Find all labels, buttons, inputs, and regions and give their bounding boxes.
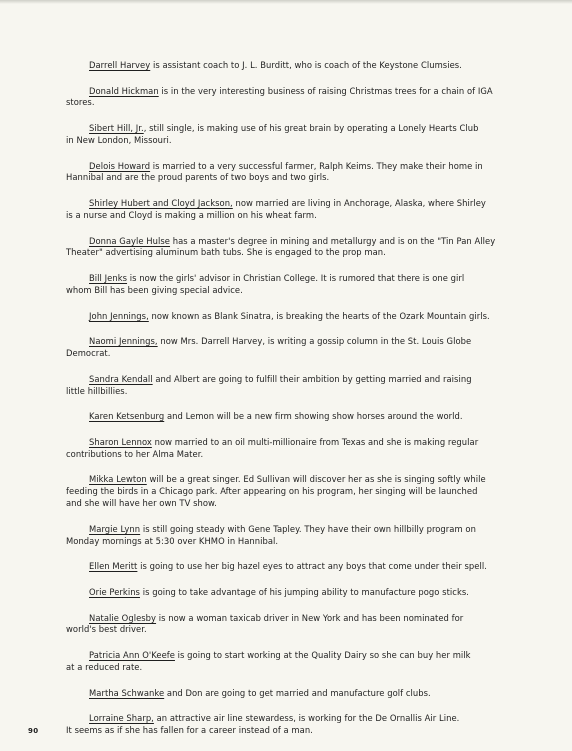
entry-text: is now a woman taxicab driver in New York and has been nominated for bbox=[156, 612, 464, 623]
entry-lennox bbox=[66, 437, 496, 461]
entry-text: now married are living in Anchorage, Alaska, where Shirley bbox=[232, 198, 486, 209]
entry-hubert-jackson bbox=[66, 198, 496, 222]
entry-howard bbox=[66, 161, 496, 185]
entry-text: has a master's degree in mining and metallurgy and is on the "Tin Pan Alley bbox=[170, 235, 496, 246]
entry-name: Shirley Hubert and Cloyd Jackson, bbox=[89, 198, 233, 209]
entry-text: now Mrs. Darrell Harvey, is writing a gossip column in the St. Louis Globe bbox=[157, 336, 472, 347]
entry-text-continued: in New London, Missouri. bbox=[66, 134, 172, 145]
entry-text-continued: Monday mornings at 5:30 over KHMO in Hannibal. bbox=[66, 535, 279, 546]
entry-name: Bill Jenks bbox=[89, 273, 128, 284]
entry-name: Donna Gayle Hulse bbox=[89, 235, 171, 246]
entry-text: is married to a very successful farmer, Ralph Keims. They make their home in bbox=[150, 160, 483, 171]
entry-text: is going to take advantage of his jumping ability to manufacture pogo sticks. bbox=[139, 586, 469, 597]
entry-text-continued: contributions to her Alma Mater. bbox=[66, 448, 204, 459]
entry-kendall bbox=[66, 374, 496, 398]
entry-text-continued: Theater" advertising aluminum bath tubs. She is engaged to the prop man. bbox=[66, 247, 386, 258]
entry-text: is now the girls' advisor in Christian College. It is rumored that there is one girl bbox=[127, 273, 465, 284]
entry-text-continued: Hannibal and are the proud parents of two boys and two girls. bbox=[66, 172, 330, 183]
entry-text: is still going steady with Gene Tapley. They have their own hillbilly program on bbox=[140, 523, 476, 534]
entry-oglesby bbox=[66, 613, 496, 637]
entry-hulse bbox=[66, 236, 496, 260]
document-body bbox=[66, 60, 496, 751]
entry-name: Sibert Hill, Jr. bbox=[89, 123, 144, 134]
entry-name: Sharon Lennox bbox=[89, 436, 152, 447]
entry-text: and Don are going to get married and manufacture golf clubs. bbox=[164, 687, 431, 698]
entry-name: Darrell Harvey bbox=[89, 60, 151, 70]
entry-name: Donald Hickman bbox=[89, 85, 159, 96]
entry-text-continued: whom Bill has been giving special advice. bbox=[66, 284, 243, 295]
entry-jennings-john bbox=[66, 311, 496, 323]
entry-okeefe bbox=[66, 650, 496, 674]
entry-name: Orie Perkins bbox=[89, 586, 140, 597]
entry-text-continued: and she will have her own TV show. bbox=[66, 498, 217, 509]
entry-hill bbox=[66, 123, 496, 147]
entry-jennings-naomi bbox=[66, 336, 496, 360]
entry-text: an attractive air line stewardess, is working for the De Ornallis Air Line. bbox=[153, 713, 460, 724]
entry-text: is going to use her big hazel eyes to attract any boys that come under their spell. bbox=[137, 561, 487, 572]
entry-text: is going to start working at the Quality Dairy so she can buy her milk bbox=[174, 650, 471, 661]
entry-text: , still single, is making use of his great brain by operating a Lonely Hearts Club bbox=[143, 123, 479, 134]
entry-lynn bbox=[66, 524, 496, 548]
entry-text-continued: It seems as if she has fallen for a career instead of a man. bbox=[66, 725, 313, 736]
entry-name: Sandra Kendall bbox=[89, 373, 153, 384]
entry-name: Ellen Meritt bbox=[89, 561, 138, 572]
entry-ketsenburg bbox=[66, 411, 496, 423]
entry-name: Delois Howard bbox=[89, 160, 151, 171]
entry-name: Karen Ketsenburg bbox=[89, 411, 165, 422]
entry-text: now known as Blank Sinatra, is breaking the hearts of the Ozark Mountain girls. bbox=[148, 310, 490, 321]
entry-sharp bbox=[66, 713, 496, 737]
entry-text: now married to an oil multi-millionaire from Texas and she is making regular bbox=[151, 436, 479, 447]
entry-name: Patricia Ann O'Keefe bbox=[89, 650, 175, 661]
entry-meritt bbox=[66, 561, 496, 573]
entry-text-continued: little hillbillies. bbox=[66, 385, 128, 396]
entry-text-continued: Democrat. bbox=[66, 348, 111, 359]
entry-text: is in the very interesting business of raising Christmas trees for a chain of IGA bbox=[158, 85, 493, 96]
entry-text-continued: stores. bbox=[66, 97, 95, 108]
entry-text: is assistant coach to J. L. Burditt, who is coach of the Keystone Clumsies. bbox=[150, 60, 462, 70]
top-edge bbox=[0, 0, 572, 4]
entry-name: Mikka Lewton bbox=[89, 474, 147, 485]
page-number: 90 bbox=[28, 727, 39, 735]
entry-name: Naomi Jennings, bbox=[89, 336, 158, 347]
entry-text-continued: feeding the birds in a Chicago park. After appearing on his program, her singing will be launched bbox=[66, 486, 478, 497]
entry-lewton bbox=[66, 474, 496, 509]
entry-name: John Jennings, bbox=[89, 310, 149, 321]
entry-text-continued: at a reduced rate. bbox=[66, 661, 143, 672]
entry-text: and Lemon will be a new firm showing show horses around the world. bbox=[164, 411, 463, 422]
entry-name: Margie Lynn bbox=[89, 523, 141, 534]
entry-jenks bbox=[66, 273, 496, 297]
entry-text-continued: is a nurse and Cloyd is making a million on his wheat farm. bbox=[66, 209, 317, 220]
entry-name: Natalie Oglesby bbox=[89, 612, 157, 623]
entry-name: Lorraine Sharp, bbox=[89, 713, 154, 724]
entry-schwanke bbox=[66, 688, 496, 700]
entry-text: and Albert are going to fulfill their ambition by getting married and raising bbox=[152, 373, 472, 384]
entry-perkins bbox=[66, 587, 496, 599]
entry-harvey-darrell bbox=[66, 60, 496, 72]
entry-hickman bbox=[66, 86, 496, 110]
entry-text-continued: world's best driver. bbox=[66, 624, 147, 635]
entry-name: Martha Schwanke bbox=[89, 687, 165, 698]
entry-text: will be a great singer. Ed Sullivan will discover her as she is singing softly while bbox=[146, 474, 486, 485]
